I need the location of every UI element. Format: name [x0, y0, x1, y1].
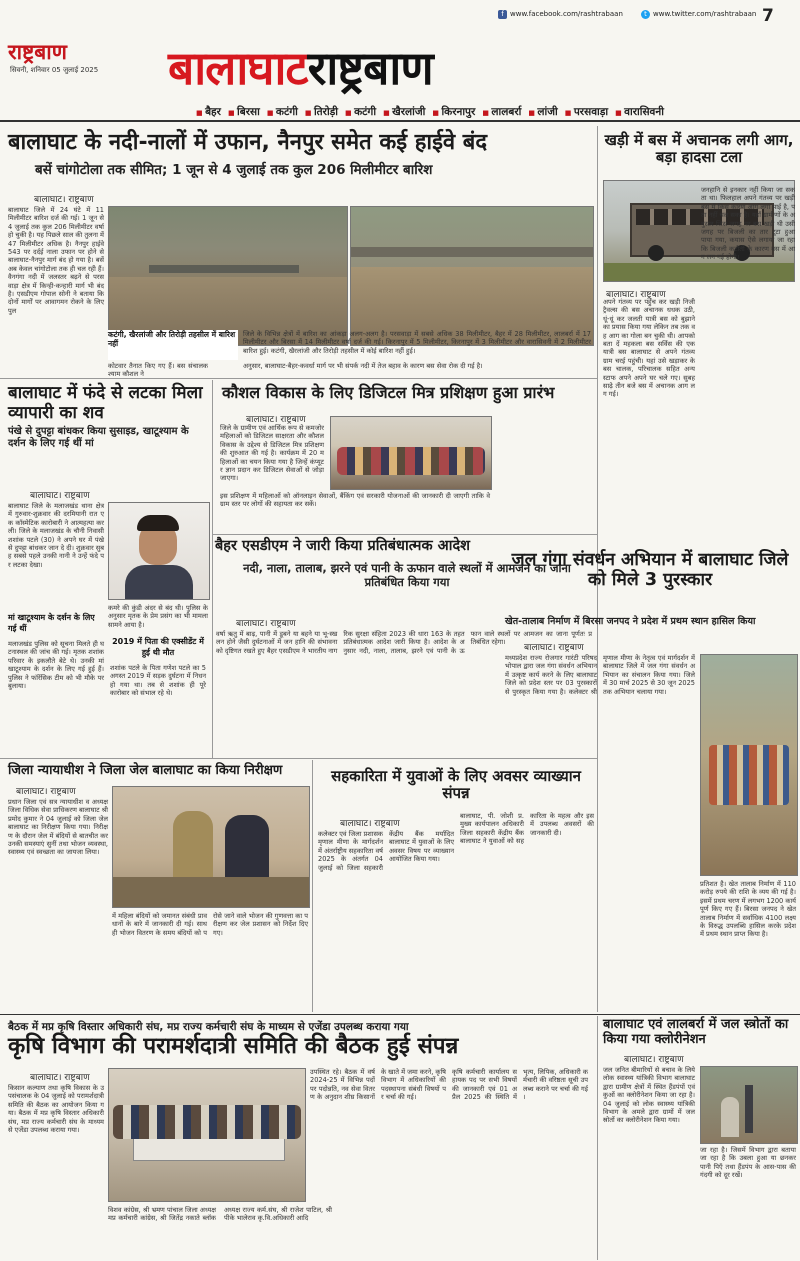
nav-item[interactable]: ■ तिरोड़ी [305, 105, 338, 119]
suicide-headline: बालाघाट में फंदे से लटका मिला व्यापारी का शव [8, 383, 203, 423]
cooperative-body-2: बालाघाट, पी. जोशी प्र. मुख्य कार्यपालन अधिकारी जिला सहकारी केंद्रीय बैंक बालाघाट ने युवाओं को सहकारिता के महत्व और इसमें उपलब्ध अवसरों की जानकारी दी। [460, 812, 594, 846]
jalganga-body-cont [505, 868, 695, 1012]
baihar-body: वर्षा ऋतु में बाढ़, पानी में डूबने या बहने या भू-स्खलन होने जैसी दुर्घटनाओं में जन हानि की संभावना को दृष्टिगत रखते हुए बैहर एसडीएम ने भारतीय नागरिक सुरक्षा संहिता 2023 की धारा 163 के तहत प्रतिबंधात्मक आदेश जारी किया है। आदेश के अनुसार नदी, नाला, तालाब, झरने एवं पानी के ऊफान वाले स्थलों पर आमजन का जाना पूर्णतः प्रतिबंधित रहेगा। [216, 630, 592, 655]
victim-photo [108, 502, 210, 600]
lead-body-2: कोटवार तैनात किए गए हैं। बस संचालक श्याम कौशल ने [108, 362, 208, 379]
meeting-photo [108, 1068, 306, 1202]
lead-byline: बालाघाट। राष्ट्रबाण [34, 195, 94, 205]
column-divider [312, 760, 313, 1012]
masthead-title [168, 36, 638, 98]
cooperative-headline: सहकारिता में युवाओं के लिए अवसर व्याख्यान संपन्न [331, 767, 581, 803]
cooperative-body: कलेक्टर एवं जिला प्रशासक मृणाल मीणा के मार्गदर्शन में अंतर्राष्ट्रीय सहकारिता वर्ष 2025 के अंतर्गत 04 जुलाई को जिला सहकारी केंद्रीय बैंक मर्यादित बालाघाट में युवाओं के लिए अवसर विषय पर व्याख्यान आयोजित किया गया। [318, 830, 454, 872]
lead-subhead: बसें चांगोटोला तक सीमित; 1 जून से 4 जुलाई तक कुल 206 मिलीमीटर बारिश [35, 162, 433, 178]
suicide-box-title: मां खाटूश्याम के दर्शन के लिए गई थीं [8, 613, 95, 633]
workers-group [709, 745, 789, 805]
nav-item[interactable]: ■ लांजी [528, 105, 557, 119]
jail-body-2: में महिला बंदियों को जमानत संबंधी प्रावधानों के बारे में जानकारी दी गई। साथ ही भोजन वितरण के समय बंदियों को परोसे जाने वाले भोजन की गुणवत्ता का परीक्षण कर जेल प्रशासन को निर्देश दिए गए। [112, 912, 308, 937]
shirt-shape [125, 565, 193, 599]
nav-item[interactable]: ■ बैहर [196, 105, 221, 119]
column-divider [212, 380, 213, 758]
table-shape [113, 877, 309, 907]
bus-fire-body: अपने गंतव्य पर पहुँच कर खड़ी निजी ट्रैवल्स की बस अचानक धधक उठी, धूं-धूं कर जलती यात्री बस को बुझाने का प्रयास किया गया लेकिन तब तक वह आग का गोला बन चुकी थी। आपको बता दें महकला बस सर्विस की एक यात्री बस बालाघाट से अपने गंतव्य ग्राम चरई पहुंची। यहां उसे खड़ाकर के बस चालक, परिचालक सहित अन्य स्टाफ अपने अपने घर चले गए। सुबह साढ़े तीन बजे बस में अचानक आग लग गई। [603, 298, 695, 399]
facebook-link[interactable]: www.facebook.com/rashtrabaan [510, 10, 623, 18]
road-shape [351, 247, 593, 257]
section-nav [196, 100, 756, 118]
agri-sign: विशव कांग्रेस, श्री भ्रमण पांचाल जिला अध्यक्ष मप्र कर्मचारी कांग्रेस, श्री जितेंद्र नकाते ब्लॉक अध्यक्ष राज्य कर्म.संघ, श्री राजेश पाटिल, श्री पीके भालेराव कृ.वि.अधिकारी आदि [108, 1206, 332, 1223]
handpump-shape [745, 1085, 753, 1133]
suicide-box2-body: शशांक पटले के पिता गणेश पटले का 5 अगस्त 2019 में सड़क दुर्घटना में निधन हो गया था। तब से शशांक ही पूरे कारोबार को संभाल रहे थे। [110, 664, 206, 698]
agri-headline: कृषि विभाग की परामर्शदात्री समिति की बैठक हुई संपन्न [8, 1033, 459, 1059]
lalbarra-headline: बालाघाट एवं लालबर्रा में जल स्त्रोतों का किया गया क्लोरीनेशन [603, 1017, 789, 1047]
agri-byline: बालाघाट। राष्ट्रबाण [30, 1073, 90, 1083]
bridge-shape [149, 265, 299, 273]
nav-item[interactable]: ■ खैरलांजी [383, 105, 425, 119]
lalbarra-body-2: जा रहा है। जिसमें विभाग द्वारा बताया जा रहा है कि उबला हुआ या छनकर पानी पिएँ तथा हैंडपंप के आस-पास की गंदगी को दूर रखें। [700, 1146, 796, 1180]
cooperative-byline: बालाघाट। राष्ट्रबाण [340, 819, 400, 829]
baihar-subhead: नदी, नाला, तालाब, झरने एवं पानी के ऊफान वाले स्थलों में आमजन का जाना प्रतिबंधित किया गया [243, 561, 571, 589]
facebook-icon: f [498, 10, 507, 19]
issue-date: सिवनी, शनिवार 05 जुलाई 2025 [10, 66, 99, 74]
lead-body: बालाघाट जिले में 24 घंटे में 11 मिलीमीटर बारिश दर्ज की गई। 1 जून से 4 जुलाई तक कुल 206 मिलीमीटर वर्षा हो चुकी है। यह पिछले साल की तुलना में 47 मिलीमीटर अधिक है। नैनपुर हाईवे 543 पर दर्दई नाला उफान पर होने से बालाघाट-नैनपुर मार्ग बंद हो गया है। बसें अब केवल चांगोटोला तक ही चल रही हैं। वैनगंगा नदी में जलस्तर बढ़ने से परसवाड़ा क्षेत्र में किन्ही-कन्हारी मार्ग भी बंद है। एसडीएम गोपाल सोनी ने बताया कि दोनों मार्गों पर आवागमन रोकने के लिए पुल [8, 206, 104, 315]
lead-body-4: अनुसार, बालाघाट-बैहर-कवर्धा मार्ग पर भी संपर्क नदी में तेज बहाव के कारण बस सेवा रोक दी गई है। [243, 362, 483, 370]
nav-item[interactable]: ■ कटंगी [267, 105, 298, 119]
suicide-byline: बालाघाट। राष्ट्रबाण [30, 491, 90, 501]
flood-bridge-photo [350, 206, 594, 346]
section-divider [0, 1014, 800, 1015]
flood-photo-caption: कटंगी, खैरलांजी और तिरोड़ी तहसील में बारिश नहीं [108, 330, 238, 360]
agri-body-3: कृषि कर्मचारी कार्यालय सहायक पद पर सभी विषयों की जानकारी एवं 01 अप्रैल 2025 की स्थिति में भृत्य, लिपिक, अधिकारी कर्मचारी की वरिष्ठता सूची उपलब्ध कराने पर चर्चा की गई। [452, 1068, 588, 1102]
chlorination-photo [700, 1066, 798, 1144]
digital-body-3 [494, 412, 592, 530]
section-divider [0, 378, 597, 379]
twitter-link[interactable]: www.twitter.com/rashtrabaan [653, 10, 757, 18]
masthead-title-black: राष्ट्रबाण [307, 41, 433, 95]
masthead-title-red: बालाघाट [168, 41, 308, 95]
logo: राष्ट्रबाण [8, 40, 67, 64]
jalganga-subhead: खेत-तालाब निर्माण में बिरसा जनपद ने प्रदेश में प्रथम स्थान हासिल किया [505, 616, 756, 627]
lead-headline: बालाघाट के नदी-नालों में उफान, नैनपुर समेत कई हाईवे बंद [8, 130, 488, 155]
meeting-table [133, 1137, 285, 1161]
agri-body-2: उपस्थित रहे। बैठक में वर्ष 2024-25 में विभिन्न पदों पर पदोन्नति, नव सेवा वितरण के अनुदान शीघ्र किसानों के खाते में जमा करने, कृषि विभाग में अधिकारियों की पदस्थापना संबंधी विषयों पर चर्चा की गई। [310, 1068, 446, 1102]
twitter-icon: t [641, 10, 650, 19]
worker-shape [721, 1097, 739, 1137]
baihar-headline: बैहर एसडीएम ने जारी किया प्रतिबंधात्मक आदेश [215, 538, 471, 554]
nav-item[interactable]: ■ परसवाड़ा [565, 105, 608, 119]
hair-shape [137, 515, 179, 531]
jalganga-body: मध्यप्रदेश राज्य रोजगार गारंटी परिषद भोपाल द्वारा जल गंगा संवर्धन अभियान में उत्कृष्ट कार्य करने के लिए बालाघाट जिले को प्रदेश स्तर पर 03 पुरस्कारों से पुरस्कृत किया गया है। कलेक्टर श्री मृणाल मीणा के नेतृत्व एवं मार्गदर्शन में बालाघाट जिले में जल गंगा संवर्धन अभियान का संचालन किया गया। जिले में 30 मार्च 2025 से 30 जून 2025 तक अभियान चलाया गया। [505, 654, 695, 696]
agri-body: किसान कल्याण तथा कृषि विकास के उपसंचालक के 04 जुलाई को परामर्शदात्री समिति की बैठक का आयोजन किया गया। बैठक में मप्र कृषि विस्तार अधिकारी संघ, मप्र राज्य कर्मचारी संघ के माध्यम से एजेंडा उपलब्ध कराया गया। [8, 1084, 104, 1135]
attendees [113, 1105, 301, 1139]
section-divider [212, 534, 597, 535]
bus-fire-headline: खड़ी में बस में अचानक लगी आग, बड़ा हादसा टला [604, 131, 794, 167]
baihar-byline: बालाघाट। राष्ट्रबाण [236, 619, 296, 629]
column-divider [597, 1016, 598, 1260]
flood-river-photo [108, 206, 348, 346]
training-photo [330, 416, 492, 490]
jail-body: प्रधान जिला एवं सत्र न्यायाधीश व अध्यक्ष जिला विधिक सेवा प्राधिकरण बालाघाट श्री प्रमोद कुमार ने 04 जुलाई को जिला जेल बालाघाट का निरीक्षण किया गया। निरीक्षण के दौरान जेल में बंदियों से बातचीत कर उनकी समस्याएं सुनीं तथा भोजन व्यवस्था, स्वास्थ्य एवं स्वच्छता का जायजा लिया। [8, 798, 108, 857]
nav-item[interactable]: ■ कटंगी [345, 105, 376, 119]
top-bar [0, 0, 800, 28]
jalganga-body-2: प्रतिशत है। खेत तालाब निर्माण में 110 करोड़ रुपये की राशि के व्यय की गई है। इसमें प्रथम चरण में लगभग 1200 कार्य पूर्ण किए गए हैं। बिरसा जनपद ने खेत तालाब निर्माण में सर्वाधिक 4100 लक्ष्य के विरुद्ध उपलब्धि हासिल करके प्रदेश में प्रथम स्थान प्राप्त किया है। [700, 880, 796, 939]
nav-item[interactable]: ■ वारासिवनी [615, 105, 664, 119]
suicide-body: बालाघाट जिले के मलाजखंड थाना क्षेत्र में गुरुवार-शुक्रवार की दरमियानी रात एक कॉस्मेटिक कारोबारी ने आत्महत्या कर ली। जिले के मलाजखंड के चौनी निवासी शशांक पटले (30) ने अपने घर में पंखे से दुपट्टा बांधकर जान दे दी। शुक्रवार सुबह सबसे पहले उनकी नानी ने उन्हें फंदे पर लटका देखा। [8, 502, 104, 569]
pond-construction-photo [700, 654, 798, 876]
jalganga-headline: जल गंगा संवर्धन अभियान में बालाघाट जिले को मिले 3 पुरस्कार [511, 550, 789, 591]
nav-item[interactable]: ■ लालबर्रा [482, 105, 521, 119]
digital-byline: बालाघाट। राष्ट्रबाण [246, 415, 306, 425]
jail-byline: बालाघाट। राष्ट्रबाण [16, 787, 76, 797]
lead-body-3: जिले के विभिन्न क्षेत्रों में बारिश का आंकड़ा अलग-अलग है। परसवाड़ा में सबसे अधिक 38 मिलीमीटर, बैहर में 28 मिलीमीटर, लालबर्रा में 17 मिलीमीटर और बिरसा में 14 मिलीमीटर वर्षा दर्ज की गई। किरनापुर में 5 मिलीमीटर, किरनापुर में 3 मिलीमीटर और वारासिवनी में 2 मिलीमीटर बारिश हुई। कटंगी, खैरलांजी और तिरोड़ी तहसील में कोई बारिश नहीं हुई। [243, 330, 591, 355]
nav-item[interactable]: ■ किरनापुर [432, 105, 475, 119]
bus-fire-body-2: जनहानि से इनकार नहीं किया जा सकता था। फिलहाल अपने गंतव्य पर खड़ी बस में किस कारण आग लगा पाई है, पता नहीं चल सका है। यहाँ ग्रामीणों के अनुसार जिस जगह पर बस खड़ी थी उसी जगह पर बिजली का तार टूटा हुआ पाया गया, कयास ऐसे लगाया जा रहा कि बिजली कटौती के कारण बस में आग लग गई होगी। [701, 186, 795, 262]
lalbarra-body: जल जनित बीमारियों से बचाव के लिये लोक स्वास्थ्य यांत्रिकी विभाग बालाघाट द्वारा ग्रामीण क्षेत्रों में स्थित हैंडपंपों एवं कुओं का क्लोरीनेशन किया जा रहा है। 04 जुलाई को लोक स्वास्थ्य यांत्रिकी विभाग के अमले द्वारा ग्रामों में जल स्रोतों का क्लोरीनेशन किया गया। [603, 1066, 695, 1125]
agri-strip: बैठक में मप्र कृषि विस्तार अधिकारी संघ, मप्र राज्य कर्मचारी संघ के माध्यम से एजेंडा उपलब्ध कराया गया [8, 1021, 409, 1033]
bus-fire-byline: बालाघाट। राष्ट्रबाण [606, 290, 666, 300]
digital-body-2: इस प्रशिक्षण में महिलाओं को ऑनलाइन सेवाओं, बैंकिंग एवं सरकारी योजनाओं की जानकारी दी जाएगी ताकि वे ग्राम स्तर पर लोगों की सहायता कर सकें। [220, 492, 490, 509]
suicide-subhead: पंखे से दुपट्टा बांधकर किया सुसाइड, खाटूश्याम के दर्शन के लिए गई थीं मां [8, 426, 189, 449]
jail-photo [112, 786, 310, 908]
digital-headline: कौशल विकास के लिए डिजिटल मित्र प्रशिक्षण हुआ प्रारंभ [222, 383, 555, 402]
lalbarra-byline: बालाघाट। राष्ट्रबाण [624, 1055, 684, 1065]
suicide-box-body: मलाजखंड पुलिस को सूचना मिलते ही घटनास्थल की जांच की गई। मृतक शशांक परिवार के इकलौते बेटे थे। उनकी मां खाटूश्याम के दर्शन के लिए गई हुई हैं। पुलिस ने फॉरेंसिक टीम को भी मौके पर बुलाया। [8, 640, 104, 691]
suicide-photo-caption: कमरे की कुंडी अंदर से बंद थी। पुलिस के अनुसार मृतक के प्रेम प्रसंग का भी मामला सामने आया है। [108, 604, 208, 629]
masthead-divider [0, 120, 800, 122]
digital-body: जिले के ग्रामीण एवं आर्थिक रूप से कमजोर महिलाओं को डिजिटल साक्षरता और कौशल विकास के उद्देश्य से डिजिटल मित्र प्रशिक्षण की शुरुआत की गई है। कार्यक्रम में 20 महिलाओं का चयन किया गया है जिन्हें कंप्यूटर ज्ञान प्रदान कर डिजिटल सेवाओं से जोड़ा जाएगा। [220, 424, 324, 483]
suicide-box2-title: 2019 में पिता की एक्सीडेंट में हुई थी मौत [112, 637, 204, 657]
nav-item[interactable]: ■ बिरसा [228, 105, 260, 119]
jail-headline: जिला न्यायाधीश ने जिला जेल बालाघाट का किया निरीक्षण [8, 763, 283, 778]
page-number: 7 [762, 6, 774, 26]
bus-wheel [648, 245, 664, 261]
people-group [337, 447, 485, 475]
jalganga-byline: बालाघाट। राष्ट्रबाण [524, 643, 584, 653]
